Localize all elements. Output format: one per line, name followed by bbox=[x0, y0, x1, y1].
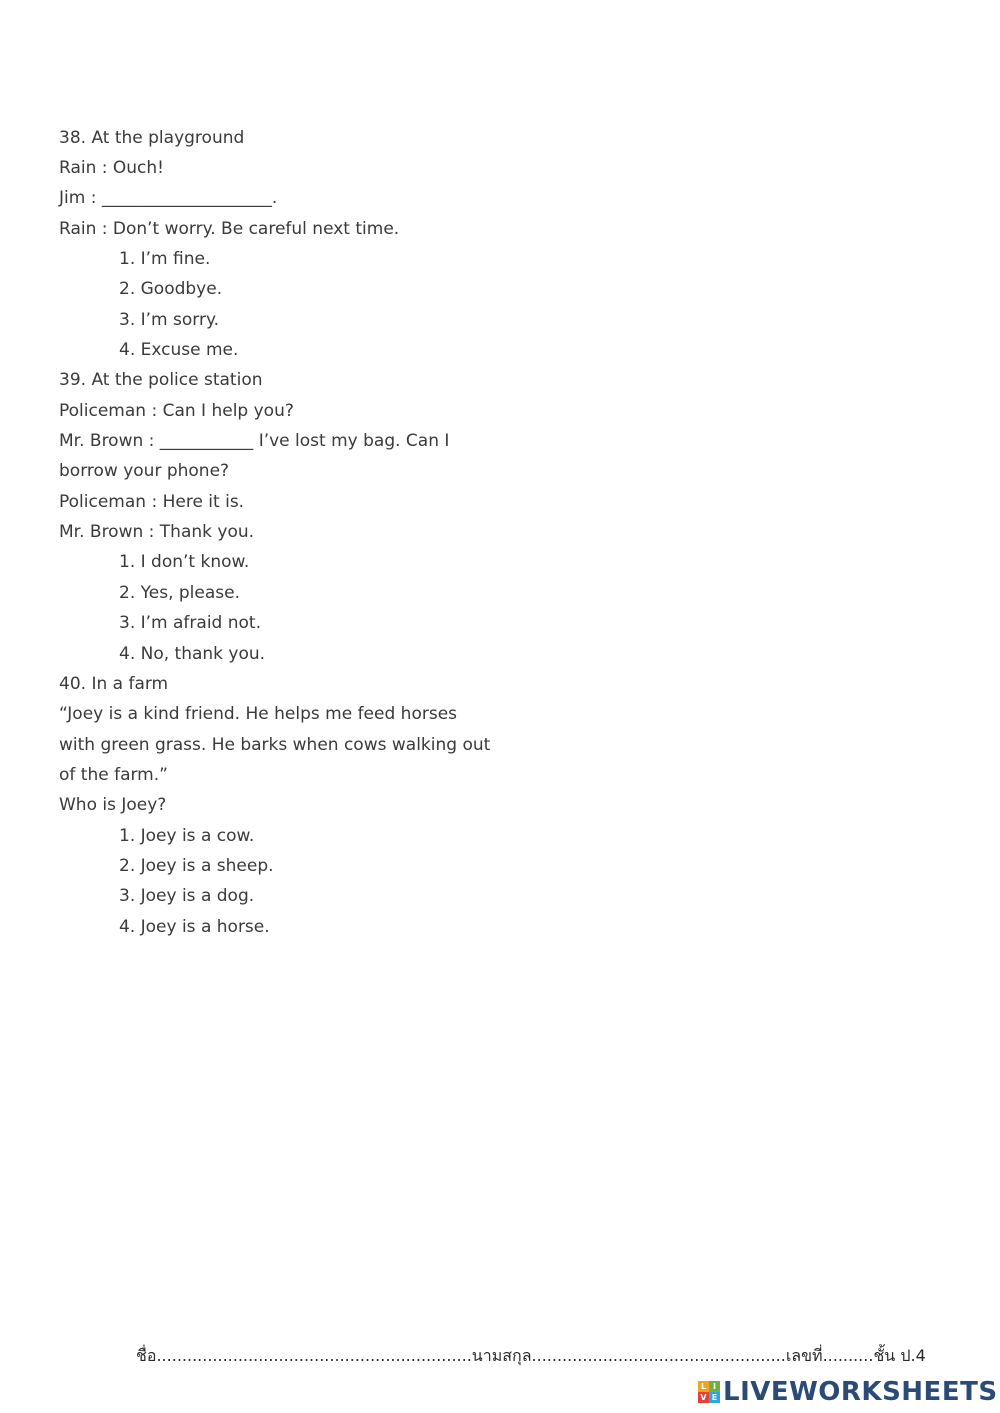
q38-title: 38. At the playground bbox=[59, 128, 245, 148]
logo-letter: E bbox=[709, 1392, 720, 1403]
liveworksheets-logo-icon bbox=[698, 1381, 720, 1403]
q39-option[interactable]: 4. No, thank you. bbox=[119, 644, 266, 664]
q39-option[interactable]: 1. I don’t know. bbox=[119, 552, 250, 572]
q40-option[interactable]: 2. Joey is a sheep. bbox=[119, 856, 274, 876]
q40-passage-line: “Joey is a kind friend. He helps me feed horses bbox=[59, 704, 458, 724]
q38-option[interactable]: 2. Goodbye. bbox=[119, 279, 223, 299]
logo-letter: V bbox=[698, 1392, 709, 1403]
q39-dialogue-line: Policeman : Can I help you? bbox=[59, 401, 294, 421]
q39-dialogue-line: Mr. Brown : Thank you. bbox=[59, 522, 255, 542]
q39-dialogue-line: Mr. Brown : ___________ I’ve lost my bag. Can I bbox=[59, 431, 450, 451]
q39-dialogue-line: Policeman : Here it is. bbox=[59, 492, 245, 512]
brand-name: LIVEWORKSHEETS bbox=[723, 1377, 998, 1407]
q40-passage-line: with green grass. He barks when cows walking out bbox=[59, 735, 491, 755]
q40-passage-line: of the farm.” bbox=[59, 765, 168, 785]
student-info-line: ชื่อ..............................................................นามสกุล..................................................เลขที่..........ชั้น ป.4 bbox=[136, 1346, 926, 1365]
q38-option[interactable]: 4. Excuse me. bbox=[119, 340, 239, 360]
q39-title: 39. At the police station bbox=[59, 370, 263, 390]
q40-option[interactable]: 3. Joey is a dog. bbox=[119, 886, 255, 906]
q39-option[interactable]: 3. I’m afraid not. bbox=[119, 613, 261, 633]
q38-dialogue-line: Jim : ____________________. bbox=[59, 188, 278, 208]
logo-letter: I bbox=[709, 1381, 720, 1392]
q40-option[interactable]: 1. Joey is a cow. bbox=[119, 826, 255, 846]
q40-option[interactable]: 4. Joey is a horse. bbox=[119, 917, 270, 937]
liveworksheets-brand[interactable] bbox=[698, 1377, 998, 1407]
logo-letter: L bbox=[698, 1381, 709, 1392]
q38-dialogue-line: Rain : Ouch! bbox=[59, 158, 164, 178]
q38-dialogue-line: Rain : Don’t worry. Be careful next time. bbox=[59, 219, 400, 239]
q39-option[interactable]: 2. Yes, please. bbox=[119, 583, 240, 603]
q40-title: 40. In a farm bbox=[59, 674, 169, 694]
q39-dialogue-line: borrow your phone? bbox=[59, 461, 230, 481]
q40-question: Who is Joey? bbox=[59, 795, 167, 815]
q38-option[interactable]: 1. I’m fine. bbox=[119, 249, 211, 269]
q38-option[interactable]: 3. I’m sorry. bbox=[119, 310, 219, 330]
